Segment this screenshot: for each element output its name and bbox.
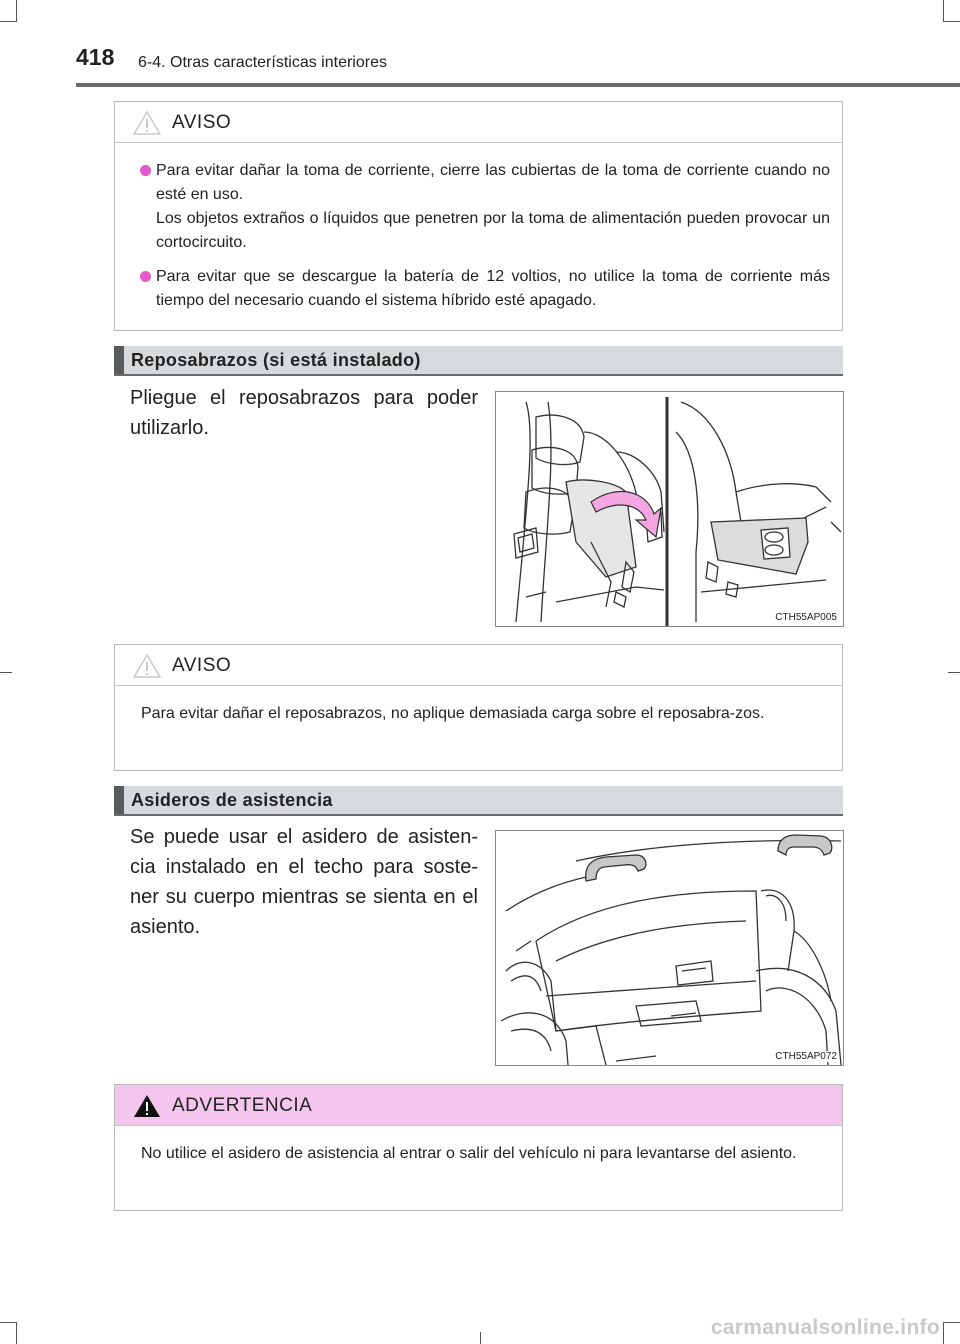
- bullet-text: Para evitar dañar la toma de corriente, cierre las cubiertas de la toma de corriente cuando no esté en uso.: [156, 162, 830, 203]
- armrest-figure: [495, 391, 844, 627]
- figure-code: CTH55AP005: [775, 612, 837, 623]
- warning-triangle-icon: [132, 1093, 162, 1124]
- section-heading-grab-handles: [114, 786, 843, 816]
- grab-handle-illustration: [496, 831, 843, 1065]
- caution-triangle-icon: [132, 110, 162, 141]
- section-title: 6-4. Otras características interiores: [138, 54, 387, 71]
- advertencia-title: ADVERTENCIA: [172, 1095, 313, 1116]
- bullet-dot-icon: [140, 165, 151, 176]
- section-title-grab-handles: Asideros de asistencia: [131, 790, 333, 810]
- header-divider: [76, 83, 960, 87]
- aviso-bullet: [141, 265, 830, 313]
- aviso-title: AVISO: [172, 112, 232, 133]
- aviso-header: [115, 102, 842, 143]
- advertencia-box: [114, 1084, 843, 1211]
- section-bar: [114, 786, 124, 814]
- advertencia-header: [115, 1085, 842, 1126]
- aviso-box-armrest: [114, 644, 843, 771]
- armrest-description: Pliegue el reposabrazos para poder utilizarlo.: [130, 387, 478, 439]
- section-bar: [114, 346, 124, 374]
- caution-triangle-icon: [132, 653, 162, 684]
- grab-handle-figure: [495, 830, 844, 1066]
- aviso-text: Para evitar dañar el reposabrazos, no aplique demasiada carga sobre el reposabra-zos.: [141, 705, 765, 722]
- bullet-dot-icon: [140, 271, 151, 282]
- section-heading-armrest: [114, 346, 843, 376]
- grab-handle-description: Se puede usar el asidero de asisten-cia instalado en el techo para soste-ner su cuerpo mientras se sienta en el asiento.: [130, 826, 478, 938]
- aviso-bullet: [141, 159, 830, 255]
- armrest-illustration: [496, 392, 843, 626]
- watermark: carmanualsonline.info: [710, 1316, 940, 1339]
- bullet-text: Los objetos extraños o líquidos que penetren por la toma de alimentación pueden provocar un cortocircuito.: [156, 210, 830, 251]
- aviso-header: [115, 645, 842, 686]
- bullet-text: Para evitar que se descargue la batería de 12 voltios, no utilice la toma de corriente más tiempo del necesario cuando el sistema híbrido esté apagado.: [156, 268, 830, 309]
- page-number: 418: [76, 44, 115, 70]
- figure-code: CTH55AP072: [775, 1051, 837, 1062]
- section-title-armrest: Reposabrazos (si está instalado): [131, 350, 421, 370]
- advertencia-text: No utilice el asidero de asistencia al entrar o salir del vehículo ni para levantarse del asiento.: [141, 1145, 797, 1162]
- aviso-box-power-outlet: [114, 101, 843, 331]
- aviso-title: AVISO: [172, 655, 232, 676]
